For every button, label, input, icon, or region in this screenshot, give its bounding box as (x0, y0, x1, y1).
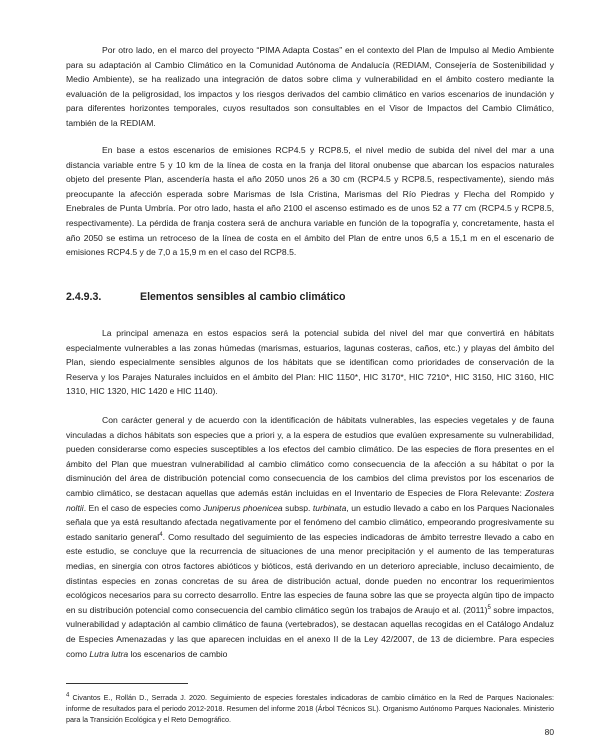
footnote-reference: 5 (487, 604, 491, 611)
footnote-separator (66, 683, 188, 684)
section-heading (66, 291, 554, 303)
paragraph-text: . Como resultado del seguimiento de las especies indicadoras de ámbito terrestre llevado a cabo en este estudio, se concluye que la recurrencia de situaciones de una menor precipitación y el aumento de las temperaturas medias, en sinergia con otros factores abióticos y bióticos, está derivando en un deterioro apreciable, incluso decaimiento, de distintas especies en zonas concretas de su área de distribución actual, donde pueden no encontrar los requerimientos ecológicos necesarios para su correcto desarrollo. Entre las especies de fauna sobre las que se proyecta algún tipo de impacto en su distribución potencial como consecuencia del cambio climático según los trabajos de Araujo et al. (2011) (66, 531, 554, 615)
paragraph-text: La principal amenaza en estos espacios será la potencial subida del nivel del mar que convertirá en hábitats especialmente vulnerables a las zonas húmedas (marismas, estuarios, lagunas costeras, caños, etc.) y playas del ámbito del Plan, siendo especialmente sensibles algunos de los hábitats que se identifican como prioridades de conservación de la Reserva y los Parajes Naturales incluidos en el ámbito del Plan: HIC 1150*, HIC 3170*, HIC 7210*, HIC 3150, HIC 3160, HIC 1310, HIC 1320, HIC 1420 e HIC 1140). (66, 328, 554, 397)
paragraph-text: subsp. (282, 502, 313, 513)
paragraph-text: . En el caso de especies como (83, 502, 204, 513)
paragraph-text: sobre impactos, vulnerabilidad y adaptación al cambio climático de fauna (vertebrados), se destacan aquellas recogidas en el Catálogo Andaluz de Especies Amenazadas y las que aparecen incluidas en el anexo II de la Ley 42/2007, de 13 de diciembre. Para especies como (66, 604, 554, 659)
species-name: Juniperus phoenicea (203, 502, 283, 513)
paragraph-text: Por otro lado, en el marco del proyecto “PIMA Adapta Costas” en el contexto del Plan de Impulso al Medio Ambiente para su adaptación al Cambio Climático en la Comunidad Autónoma de Andalucía (REDIAM, Consejería de Sostenibilidad y Medio Ambiente), se ha realizado una integración de datos sobre clima y vulnerabilidad en el ámbito costero mediante la evaluación de la peligrosidad, los impactos y los riesgos derivados del cambio climático en varios escenarios de inundación y para diferentes horizontes temporales, cuyos resultados son consultables en el Visor de Impactos del Cambio Climático, también de la REDIAM. (66, 45, 554, 128)
paragraph-text: los escenarios de cambio (128, 648, 228, 659)
paragraph-vulnerable-species (66, 413, 554, 661)
paragraph-pima-adapta (66, 43, 554, 131)
section-title: Elementos sensibles al cambio climático (140, 291, 346, 303)
paragraph-text: , un estudio llevado a cabo en los Parques Nacionales señala que ya está resultando afectada negativamente por el fenómeno del cambio climático, empeorando progresivamente su estado sanitario general (66, 502, 554, 542)
footnote-marker: 4 (66, 692, 70, 699)
species-name: Zostera noltii (66, 487, 554, 513)
paragraph-text: Con carácter general y de acuerdo con la identificación de hábitats vulnerables, las especies vegetales y de fauna vinculadas a dichos hábitats son especies que a priori y, a la espera de estudios que evalúen expresamente su vulnerabilidad, pueden considerarse como especies susceptibles a los efectos del cambio climático. De las especies de flora presentes en el ámbito del Plan que muestran vulnerabilidad al cambio climático como consecuencia de la afección a su hábitat o por la disminución del área de distribución potencial como consecuencia de los cambios del clima previstos por los escenarios de cambio climático, se destacan aquellas que además están incluidas en el Inventario de Especies de Flora Relevante: (66, 415, 554, 498)
paragraph-text: En base a estos escenarios de emisiones RCP4.5 y RCP8.5, el nivel medio de subida del nivel del mar a una distancia variable entre 5 y 10 km de la línea de costa en la franja del litoral onubense que abarcan los espacios naturales objeto del presente Plan, ascendería hasta el año 2050 unos 26 a 30 cm (RCP4.5 y RCP8.5, respectivamente), siendo más preocupante la afección esperada sobre Marismas de Isla Cristina, Marismas del Río Piedras y Flecha del Rompido y Enebrales de Punta Umbría. Por otro lado, hasta el año 2100 el ascenso estimado es de unos 52 a 77 cm (RCP4.5 y RCP8.5, respectivamente). La pérdida de franja costera será de anchura variable en función de la topografía y, concretamente, hasta el año 2050 se estima un retroceso de la línea de costa en el ámbito del Plan de entre unos 6,5 a 15,1 m en el escenario de emisiones RCP4.5 y de 7,0 a 15,9 m en el caso del RCP8.5. (66, 145, 554, 258)
page-number: 80 (544, 727, 554, 737)
footnote-reference: 4 (159, 531, 163, 538)
section-number: 2.4.9.3. (66, 291, 102, 303)
paragraph-main-threat (66, 326, 554, 399)
species-name: turbinata (312, 502, 347, 513)
footnote (66, 692, 554, 725)
footnote-text: Civantos E., Rollán D., Serrada J. 2020. Seguimiento de especies forestales indicadoras de cambio climático en la Red de Parques Nacionales: informe de resultados para el periodo 2012-2018. Resumen del informe 2018 (Árbol Técnicos SL). Organismo Autónomo Parques Nacionales. Ministerio para la Transición Ecológica y el Reto Demográfico. (66, 693, 554, 724)
paragraph-emission-scenarios (66, 143, 554, 260)
species-name: Lutra lutra (89, 648, 129, 659)
